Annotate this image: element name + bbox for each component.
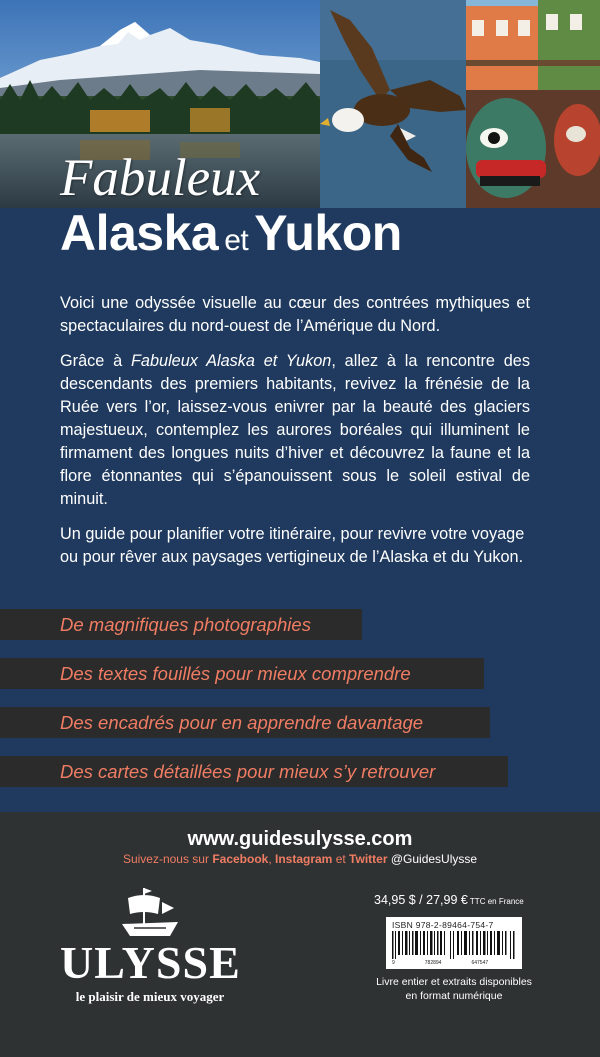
price-label [374, 893, 524, 907]
barcode-digit-group: 782894 [424, 960, 442, 966]
intro-p2-lead: Grâce à [60, 352, 131, 370]
feature-item: Des cartes détaillées pour mieux s’y retrouver [0, 756, 508, 787]
follow-separator: et [332, 852, 350, 866]
title-word-alaska: Alaska [60, 205, 219, 261]
follow-prefix: Suivez-nous sur [122, 852, 213, 866]
price-value: 34,95 $ / 27,99 € [374, 893, 468, 907]
barcode-digits [392, 960, 518, 966]
back-cover-description [60, 292, 530, 581]
instagram-link[interactable]: Instagram [275, 852, 333, 866]
publisher-slogan: le plaisir de mieux voyager [75, 989, 225, 1004]
title-word-yukon: Yukon [254, 205, 402, 261]
ebook-line-2: en format numérique [405, 990, 503, 1002]
barcode-digit-group: 647547 [471, 960, 489, 966]
website-link[interactable]: www.guidesulysse.com [187, 828, 413, 850]
digital-availability-note [374, 975, 534, 1003]
feature-item: De magnifiques photographies [0, 609, 362, 640]
twitter-link[interactable]: Twitter [349, 852, 388, 866]
social-handle: @GuidesUlysse [387, 852, 478, 866]
title-line-fabuleux: Fabuleux [60, 149, 261, 207]
social-follow-line [0, 852, 600, 866]
intro-paragraph-2 [60, 350, 530, 511]
eagle-photo [320, 0, 466, 208]
follow-separator: , [268, 852, 275, 866]
feature-item: Des textes fouillés pour mieux comprendre [0, 658, 484, 689]
title-connector: et [224, 224, 249, 257]
barcode-digit-group: 9 [392, 960, 395, 966]
barcode-icon [392, 931, 516, 959]
isbn-barcode [386, 917, 522, 969]
facebook-link[interactable]: Facebook [212, 852, 269, 866]
totem-town-photo [466, 0, 600, 208]
publisher-logo [60, 884, 240, 1004]
price-note: TTC en France [467, 897, 524, 906]
ebook-line-1: Livre entier et extraits disponibles [376, 976, 532, 988]
intro-paragraph-1: Voici une odyssée visuelle au cœur des contrées mythiques et spectaculaires du nord-ouest de l’Amérique du Nord. [60, 294, 530, 335]
publisher-wordmark: ULYSSE [60, 937, 241, 988]
book-title [60, 205, 402, 261]
sailing-ship-icon [120, 884, 180, 940]
isbn-number: ISBN 978-2-89464-754-7 [392, 920, 494, 930]
intro-p2-rest: , allez à la rencontre des descendants des premiers habitants, revivez la frénésie de la Ruée vers l’or, laissez-vous enivrer par la beauté des glaciers majestueux, contemplez les aurores boréales qui illuminent le firmament des longues nuits d’hiver et découvrez la faune et la flore étonnantes qui s’épanouissent sous le soleil estival de minuit. [60, 352, 530, 508]
feature-item: Des encadrés pour en apprendre davantage [0, 707, 490, 738]
back-cover-footer [0, 812, 600, 1057]
intro-paragraph-3: Un guide pour planifier votre itinéraire, pour revivre votre voyage ou pour rêver aux paysages vertigineux de l’Alaska et du Yukon. [60, 525, 525, 566]
intro-p2-book-title: Fabuleux Alaska et Yukon [130, 352, 332, 370]
